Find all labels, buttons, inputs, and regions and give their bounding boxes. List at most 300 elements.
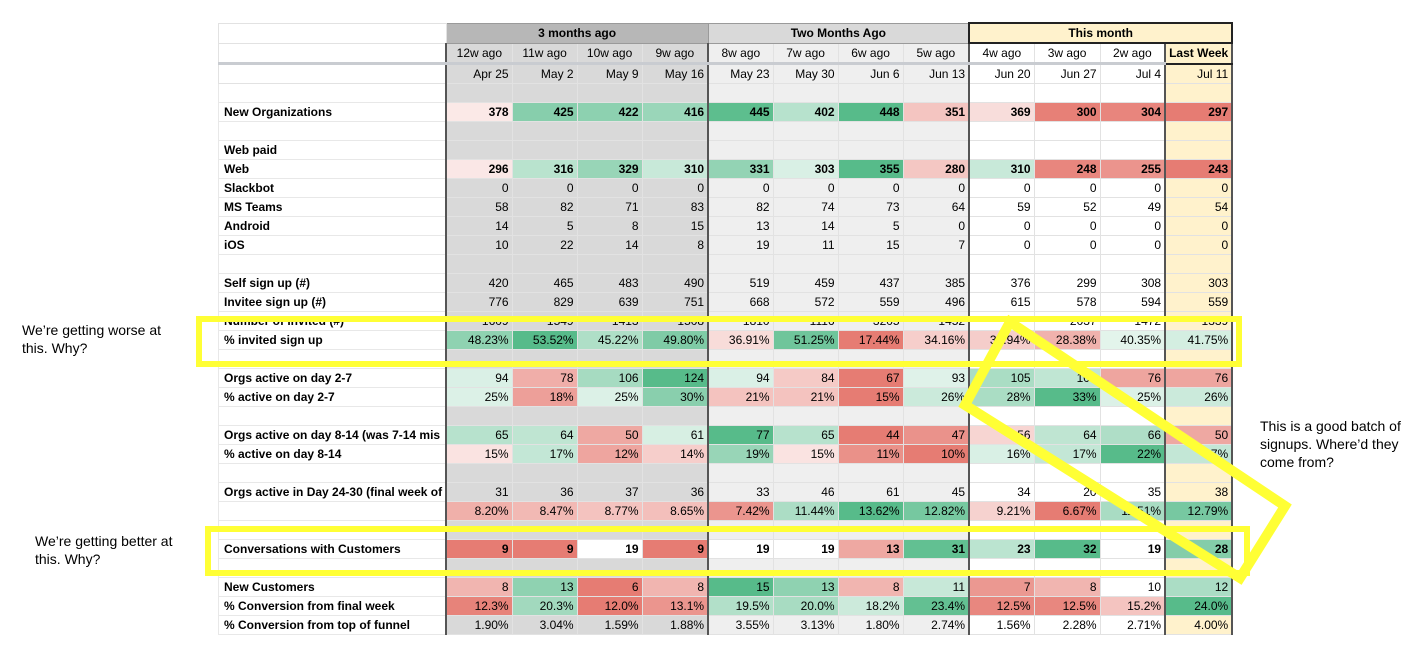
value-cell[interactable]: 15	[708, 578, 773, 597]
value-cell[interactable]: 17%	[512, 445, 577, 464]
value-cell[interactable]	[1165, 407, 1232, 426]
value-cell[interactable]: 4.00%	[1165, 616, 1232, 635]
value-cell[interactable]: 13	[773, 578, 838, 597]
value-cell[interactable]: 31	[446, 483, 512, 502]
corner-cell[interactable]	[219, 64, 447, 84]
value-cell[interactable]: 14	[446, 217, 512, 236]
value-cell[interactable]: 1549	[512, 312, 577, 331]
value-cell[interactable]: 66	[1100, 426, 1165, 445]
value-cell[interactable]: 280	[903, 160, 969, 179]
value-cell[interactable]: 0	[838, 179, 903, 198]
value-cell[interactable]: 47	[903, 426, 969, 445]
value-cell[interactable]: 71	[577, 198, 642, 217]
value-cell[interactable]: 50	[1165, 426, 1232, 445]
value-cell[interactable]: 19	[577, 540, 642, 559]
value-cell[interactable]: 303	[1165, 274, 1232, 293]
row-label[interactable]: New Customers	[219, 578, 447, 597]
value-cell[interactable]	[969, 407, 1034, 426]
group-header[interactable]: 3 months ago	[446, 23, 708, 43]
value-cell[interactable]	[1100, 464, 1165, 483]
value-cell[interactable]	[446, 464, 512, 483]
value-cell[interactable]: 594	[1100, 293, 1165, 312]
value-cell[interactable]	[773, 464, 838, 483]
value-cell[interactable]: 1339	[1165, 312, 1232, 331]
value-cell[interactable]	[642, 255, 708, 274]
value-cell[interactable]	[838, 464, 903, 483]
value-cell[interactable]: 297	[1165, 103, 1232, 122]
value-cell[interactable]: 19%	[708, 445, 773, 464]
row-label-empty[interactable]	[219, 255, 447, 274]
value-cell[interactable]: 1.59%	[577, 616, 642, 635]
date-header[interactable]: Jul 11	[1165, 64, 1232, 84]
row-label-empty[interactable]	[219, 521, 447, 540]
value-cell[interactable]: 13.62%	[838, 502, 903, 521]
value-cell[interactable]: 496	[903, 293, 969, 312]
row-label[interactable]: New Organizations	[219, 103, 447, 122]
value-cell[interactable]: 483	[577, 274, 642, 293]
row-label[interactable]: Conversations with Customers	[219, 540, 447, 559]
weeks-ago-header[interactable]: 5w ago	[903, 43, 969, 64]
value-cell[interactable]: 31	[903, 540, 969, 559]
value-cell[interactable]	[903, 521, 969, 540]
row-label-empty[interactable]	[219, 84, 447, 103]
value-cell[interactable]: 12.82%	[903, 502, 969, 521]
value-cell[interactable]: 0	[642, 179, 708, 198]
weeks-ago-header[interactable]: Last Week	[1165, 43, 1232, 64]
value-cell[interactable]: 490	[642, 274, 708, 293]
value-cell[interactable]	[1165, 255, 1232, 274]
value-cell[interactable]	[773, 141, 838, 160]
value-cell[interactable]	[708, 350, 773, 369]
value-cell[interactable]: 437	[838, 274, 903, 293]
value-cell[interactable]: 459	[773, 274, 838, 293]
value-cell[interactable]: 310	[969, 160, 1034, 179]
value-cell[interactable]: 578	[1034, 293, 1100, 312]
value-cell[interactable]: 61	[838, 483, 903, 502]
value-cell[interactable]: 11	[903, 578, 969, 597]
weeks-ago-header[interactable]: 8w ago	[708, 43, 773, 64]
value-cell[interactable]: 58	[446, 198, 512, 217]
value-cell[interactable]: 50	[577, 426, 642, 445]
row-label[interactable]: Orgs active on day 2-7	[219, 369, 447, 388]
value-cell[interactable]	[1165, 350, 1232, 369]
value-cell[interactable]: 1452	[903, 312, 969, 331]
value-cell[interactable]: 15	[838, 236, 903, 255]
value-cell[interactable]	[708, 255, 773, 274]
value-cell[interactable]: 34.16%	[903, 331, 969, 350]
value-cell[interactable]: 37	[577, 483, 642, 502]
value-cell[interactable]: 559	[838, 293, 903, 312]
value-cell[interactable]: 310	[642, 160, 708, 179]
value-cell[interactable]	[446, 350, 512, 369]
value-cell[interactable]	[708, 464, 773, 483]
value-cell[interactable]	[903, 122, 969, 141]
value-cell[interactable]: 8.20%	[446, 502, 512, 521]
value-cell[interactable]: 255	[1100, 160, 1165, 179]
value-cell[interactable]	[773, 255, 838, 274]
row-label[interactable]: Self sign up (#)	[219, 274, 447, 293]
value-cell[interactable]	[1165, 464, 1232, 483]
value-cell[interactable]: 26%	[903, 388, 969, 407]
value-cell[interactable]: 8	[577, 217, 642, 236]
value-cell[interactable]: 0	[1100, 217, 1165, 236]
value-cell[interactable]	[1034, 559, 1100, 578]
value-cell[interactable]	[969, 141, 1034, 160]
value-cell[interactable]: 0	[446, 179, 512, 198]
value-cell[interactable]: 12%	[577, 445, 642, 464]
value-cell[interactable]: 243	[1165, 160, 1232, 179]
value-cell[interactable]	[969, 559, 1034, 578]
value-cell[interactable]: 14%	[642, 445, 708, 464]
value-cell[interactable]: 33.94%	[969, 331, 1034, 350]
value-cell[interactable]	[1100, 559, 1165, 578]
value-cell[interactable]: 13.1%	[642, 597, 708, 616]
value-cell[interactable]: 77	[708, 426, 773, 445]
value-cell[interactable]: 402	[773, 103, 838, 122]
value-cell[interactable]	[512, 521, 577, 540]
value-cell[interactable]	[1165, 141, 1232, 160]
value-cell[interactable]	[1165, 521, 1232, 540]
value-cell[interactable]: 248	[1034, 160, 1100, 179]
value-cell[interactable]	[512, 407, 577, 426]
value-cell[interactable]: 11.51%	[1100, 502, 1165, 521]
date-header[interactable]: May 30	[773, 64, 838, 84]
value-cell[interactable]: 303	[773, 160, 838, 179]
value-cell[interactable]	[1165, 122, 1232, 141]
weeks-ago-header[interactable]: 10w ago	[577, 43, 642, 64]
value-cell[interactable]: 1.88%	[642, 616, 708, 635]
row-label-empty[interactable]	[219, 350, 447, 369]
value-cell[interactable]: 82	[708, 198, 773, 217]
value-cell[interactable]	[969, 84, 1034, 103]
value-cell[interactable]	[642, 84, 708, 103]
value-cell[interactable]: 11	[773, 236, 838, 255]
value-cell[interactable]	[708, 141, 773, 160]
value-cell[interactable]: 23	[969, 540, 1034, 559]
value-cell[interactable]	[1034, 350, 1100, 369]
value-cell[interactable]	[446, 521, 512, 540]
value-cell[interactable]: 0	[969, 179, 1034, 198]
value-cell[interactable]	[773, 559, 838, 578]
row-label-empty[interactable]	[219, 559, 447, 578]
value-cell[interactable]: 316	[512, 160, 577, 179]
value-cell[interactable]: 13	[838, 540, 903, 559]
value-cell[interactable]: 13	[708, 217, 773, 236]
value-cell[interactable]	[1034, 84, 1100, 103]
value-cell[interactable]: 17.44%	[838, 331, 903, 350]
value-cell[interactable]	[838, 559, 903, 578]
value-cell[interactable]: 12.79%	[1165, 502, 1232, 521]
value-cell[interactable]: 7	[969, 578, 1034, 597]
value-cell[interactable]	[969, 350, 1034, 369]
value-cell[interactable]: 2037	[1034, 312, 1100, 331]
value-cell[interactable]	[969, 464, 1034, 483]
value-cell[interactable]: 28	[1165, 540, 1232, 559]
value-cell[interactable]	[1165, 559, 1232, 578]
value-cell[interactable]: 19	[1100, 540, 1165, 559]
value-cell[interactable]: 1.56%	[969, 616, 1034, 635]
value-cell[interactable]: 15%	[838, 388, 903, 407]
value-cell[interactable]: 8.77%	[577, 502, 642, 521]
value-cell[interactable]: 26%	[1165, 388, 1232, 407]
value-cell[interactable]: 76	[1165, 369, 1232, 388]
weeks-ago-header[interactable]: 11w ago	[512, 43, 577, 64]
value-cell[interactable]: 33%	[1034, 388, 1100, 407]
value-cell[interactable]: 1508	[642, 312, 708, 331]
row-label-empty[interactable]	[219, 407, 447, 426]
row-label[interactable]: Slackbot	[219, 179, 447, 198]
value-cell[interactable]	[1100, 84, 1165, 103]
value-cell[interactable]: 8	[642, 236, 708, 255]
value-cell[interactable]: 1810	[708, 312, 773, 331]
value-cell[interactable]: 10	[446, 236, 512, 255]
value-cell[interactable]: 12	[1165, 578, 1232, 597]
value-cell[interactable]: 416	[642, 103, 708, 122]
weeks-ago-header[interactable]: 6w ago	[838, 43, 903, 64]
value-cell[interactable]: 44	[838, 426, 903, 445]
value-cell[interactable]: 36.91%	[708, 331, 773, 350]
value-cell[interactable]: 36	[642, 483, 708, 502]
value-cell[interactable]	[577, 141, 642, 160]
value-cell[interactable]	[577, 255, 642, 274]
row-label[interactable]: % Conversion from top of funnel	[219, 616, 447, 635]
value-cell[interactable]	[838, 84, 903, 103]
value-cell[interactable]: 0	[1165, 236, 1232, 255]
date-header[interactable]: Jun 13	[903, 64, 969, 84]
value-cell[interactable]: 19	[708, 540, 773, 559]
value-cell[interactable]: 8	[642, 578, 708, 597]
value-cell[interactable]: 93	[903, 369, 969, 388]
value-cell[interactable]: 65	[773, 426, 838, 445]
value-cell[interactable]	[773, 521, 838, 540]
weeks-ago-header[interactable]: 9w ago	[642, 43, 708, 64]
value-cell[interactable]: 48.23%	[446, 331, 512, 350]
value-cell[interactable]: 41.75%	[1165, 331, 1232, 350]
value-cell[interactable]: 16%	[969, 445, 1034, 464]
row-label[interactable]: Android	[219, 217, 447, 236]
value-cell[interactable]: 18.2%	[838, 597, 903, 616]
value-cell[interactable]: 52	[1034, 198, 1100, 217]
value-cell[interactable]: 56	[969, 426, 1034, 445]
weeks-ago-header[interactable]: 2w ago	[1100, 43, 1165, 64]
value-cell[interactable]: 124	[642, 369, 708, 388]
value-cell[interactable]: 67	[838, 369, 903, 388]
value-cell[interactable]	[642, 122, 708, 141]
value-cell[interactable]	[577, 559, 642, 578]
value-cell[interactable]: 40.35%	[1100, 331, 1165, 350]
value-cell[interactable]: 668	[708, 293, 773, 312]
value-cell[interactable]	[577, 84, 642, 103]
value-cell[interactable]: 19.5%	[708, 597, 773, 616]
value-cell[interactable]	[642, 141, 708, 160]
row-label-empty[interactable]	[219, 122, 447, 141]
row-label[interactable]: Number of invited (#)	[219, 312, 447, 331]
value-cell[interactable]: 28.38%	[1034, 331, 1100, 350]
value-cell[interactable]	[1100, 521, 1165, 540]
value-cell[interactable]	[773, 350, 838, 369]
value-cell[interactable]: 1609	[446, 312, 512, 331]
row-label[interactable]: % active on day 8-14	[219, 445, 447, 464]
value-cell[interactable]	[446, 559, 512, 578]
value-cell[interactable]: 20.0%	[773, 597, 838, 616]
value-cell[interactable]: 33	[708, 483, 773, 502]
value-cell[interactable]: 355	[838, 160, 903, 179]
value-cell[interactable]: 100	[1034, 369, 1100, 388]
value-cell[interactable]: 519	[708, 274, 773, 293]
value-cell[interactable]	[708, 122, 773, 141]
row-label[interactable]: MS Teams	[219, 198, 447, 217]
date-header[interactable]: May 23	[708, 64, 773, 84]
value-cell[interactable]: 45.22%	[577, 331, 642, 350]
value-cell[interactable]: 11%	[838, 445, 903, 464]
value-cell[interactable]: 572	[773, 293, 838, 312]
row-label[interactable]: % Conversion from final week	[219, 597, 447, 616]
group-header[interactable]: This month	[969, 23, 1232, 43]
value-cell[interactable]: 76	[1100, 369, 1165, 388]
value-cell[interactable]: 25%	[1100, 388, 1165, 407]
value-cell[interactable]	[642, 350, 708, 369]
value-cell[interactable]: 0	[1100, 236, 1165, 255]
date-header[interactable]: Jun 20	[969, 64, 1034, 84]
value-cell[interactable]	[969, 122, 1034, 141]
value-cell[interactable]	[512, 122, 577, 141]
value-cell[interactable]: 7.42%	[708, 502, 773, 521]
value-cell[interactable]	[1100, 350, 1165, 369]
value-cell[interactable]: 12.0%	[577, 597, 642, 616]
value-cell[interactable]	[446, 407, 512, 426]
row-label[interactable]: Web paid	[219, 141, 447, 160]
value-cell[interactable]: 445	[708, 103, 773, 122]
row-label[interactable]: iOS	[219, 236, 447, 255]
value-cell[interactable]	[838, 521, 903, 540]
value-cell[interactable]: 639	[577, 293, 642, 312]
value-cell[interactable]	[838, 407, 903, 426]
value-cell[interactable]: 351	[903, 103, 969, 122]
value-cell[interactable]: 64	[1034, 426, 1100, 445]
value-cell[interactable]: 3.13%	[773, 616, 838, 635]
corner-cell[interactable]	[219, 23, 447, 43]
value-cell[interactable]: 30%	[642, 388, 708, 407]
value-cell[interactable]: 21%	[773, 388, 838, 407]
value-cell[interactable]: 46	[773, 483, 838, 502]
value-cell[interactable]: 776	[446, 293, 512, 312]
row-label-empty[interactable]	[219, 502, 447, 521]
date-header[interactable]: Jun 6	[838, 64, 903, 84]
value-cell[interactable]: 1413	[577, 312, 642, 331]
value-cell[interactable]: 296	[446, 160, 512, 179]
value-cell[interactable]: 24.0%	[1165, 597, 1232, 616]
value-cell[interactable]: 36	[512, 483, 577, 502]
value-cell[interactable]	[512, 255, 577, 274]
value-cell[interactable]: 64	[903, 198, 969, 217]
value-cell[interactable]	[512, 464, 577, 483]
value-cell[interactable]	[642, 559, 708, 578]
value-cell[interactable]	[773, 84, 838, 103]
weeks-ago-header[interactable]: 7w ago	[773, 43, 838, 64]
value-cell[interactable]	[903, 407, 969, 426]
value-cell[interactable]: 615	[969, 293, 1034, 312]
value-cell[interactable]: 49.80%	[642, 331, 708, 350]
value-cell[interactable]: 12.5%	[969, 597, 1034, 616]
value-cell[interactable]: 3205	[838, 312, 903, 331]
value-cell[interactable]: 0	[512, 179, 577, 198]
value-cell[interactable]	[838, 141, 903, 160]
value-cell[interactable]: 376	[969, 274, 1034, 293]
value-cell[interactable]	[642, 521, 708, 540]
value-cell[interactable]	[446, 141, 512, 160]
value-cell[interactable]	[1100, 122, 1165, 141]
value-cell[interactable]: 1.90%	[446, 616, 512, 635]
value-cell[interactable]: 2.28%	[1034, 616, 1100, 635]
value-cell[interactable]: 22%	[1100, 445, 1165, 464]
value-cell[interactable]	[1034, 407, 1100, 426]
value-cell[interactable]: 331	[708, 160, 773, 179]
group-header[interactable]: Two Months Ago	[708, 23, 969, 43]
weeks-ago-header[interactable]: 12w ago	[446, 43, 512, 64]
value-cell[interactable]	[708, 84, 773, 103]
value-cell[interactable]: 9	[446, 540, 512, 559]
value-cell[interactable]: 105	[969, 369, 1034, 388]
value-cell[interactable]: 61	[642, 426, 708, 445]
value-cell[interactable]: 22	[512, 236, 577, 255]
value-cell[interactable]	[577, 350, 642, 369]
value-cell[interactable]	[1034, 464, 1100, 483]
value-cell[interactable]: 299	[1034, 274, 1100, 293]
value-cell[interactable]: 94	[708, 369, 773, 388]
value-cell[interactable]: 465	[512, 274, 577, 293]
value-cell[interactable]: 0	[1034, 217, 1100, 236]
value-cell[interactable]	[512, 559, 577, 578]
value-cell[interactable]	[1100, 255, 1165, 274]
weeks-ago-header[interactable]: 4w ago	[969, 43, 1034, 64]
value-cell[interactable]: 25%	[577, 388, 642, 407]
value-cell[interactable]	[577, 464, 642, 483]
value-cell[interactable]: 83	[642, 198, 708, 217]
value-cell[interactable]: 35	[1100, 483, 1165, 502]
value-cell[interactable]: 0	[969, 236, 1034, 255]
value-cell[interactable]	[446, 255, 512, 274]
value-cell[interactable]	[903, 255, 969, 274]
value-cell[interactable]	[512, 350, 577, 369]
value-cell[interactable]: 15%	[446, 445, 512, 464]
value-cell[interactable]	[577, 122, 642, 141]
value-cell[interactable]: 8	[838, 578, 903, 597]
value-cell[interactable]: 15.2%	[1100, 597, 1165, 616]
value-cell[interactable]	[838, 255, 903, 274]
value-cell[interactable]: 3.04%	[512, 616, 577, 635]
value-cell[interactable]: 65	[446, 426, 512, 445]
value-cell[interactable]	[512, 141, 577, 160]
value-cell[interactable]: 385	[903, 274, 969, 293]
value-cell[interactable]	[969, 521, 1034, 540]
value-cell[interactable]: 300	[1034, 103, 1100, 122]
value-cell[interactable]: 10%	[903, 445, 969, 464]
date-header[interactable]: May 9	[577, 64, 642, 84]
value-cell[interactable]	[642, 464, 708, 483]
value-cell[interactable]: 23.4%	[903, 597, 969, 616]
value-cell[interactable]: 14	[577, 236, 642, 255]
value-cell[interactable]	[903, 141, 969, 160]
value-cell[interactable]: 14	[773, 217, 838, 236]
value-cell[interactable]: 5	[512, 217, 577, 236]
value-cell[interactable]: 34	[969, 483, 1034, 502]
value-cell[interactable]	[1034, 122, 1100, 141]
value-cell[interactable]: 45	[903, 483, 969, 502]
value-cell[interactable]: 20	[1034, 483, 1100, 502]
value-cell[interactable]: 25%	[446, 388, 512, 407]
value-cell[interactable]: 0	[1165, 179, 1232, 198]
value-cell[interactable]: 8	[1034, 578, 1100, 597]
